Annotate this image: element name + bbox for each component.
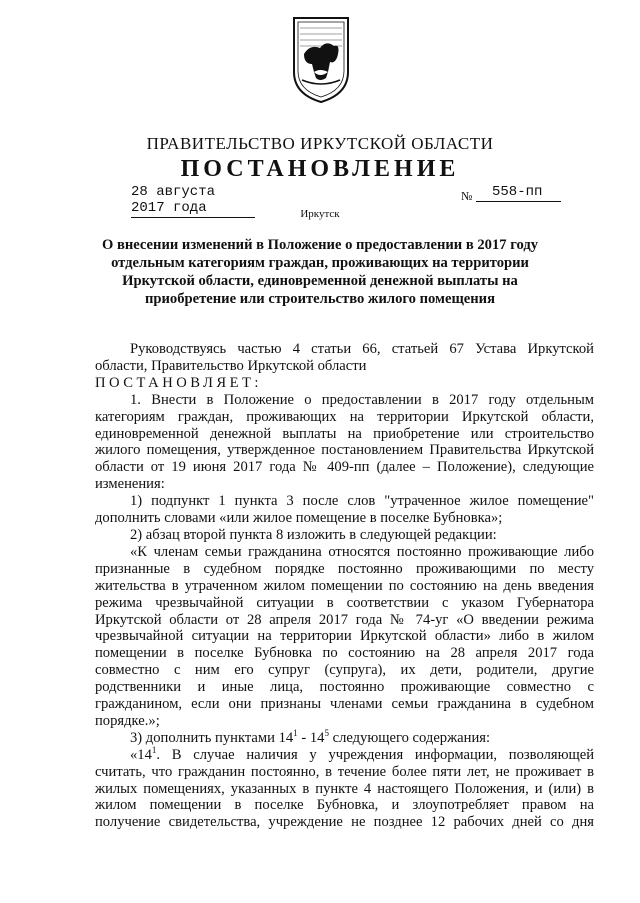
- body-line: жилого помещения, утвержденное постановлением Правительства Иркутской: [95, 442, 594, 459]
- body-text: - 14: [297, 729, 325, 746]
- body-line: жилом помещении в поселке Бубновка, и злоупотребляет правом на: [95, 797, 594, 814]
- government-name: ПРАВИТЕЛЬСТВО ИРКУТСКОЙ ОБЛАСТИ: [146, 134, 494, 153]
- superscript: 1: [151, 744, 157, 755]
- body-line: жительства в утраченном жилом помещении по состоянию на день введения: [95, 577, 594, 594]
- body-line: дополнить словами «или жилое помещение в поселке Бубновка»;: [95, 510, 503, 527]
- superscript: 5: [324, 727, 329, 738]
- body-line: «К членам семьи гражданина относятся постоянно проживающие либо: [130, 543, 594, 560]
- title-line: О внесении изменений в Положение о предоставлении в 2017 году: [101, 237, 539, 253]
- body-text: «14: [130, 746, 152, 763]
- body-line: гражданином, если они признаны членами семьи гражданина в судебном: [95, 696, 594, 713]
- document-title: [95, 236, 545, 308]
- body-line: признанные в судебном порядке постоянно проживающими по месту: [95, 560, 594, 577]
- body-text: 3) дополнить пунктами 14: [130, 729, 294, 746]
- body-line: помещении в поселке Бубновка по состоянию на 28 апреля 2017 года: [95, 645, 594, 662]
- body-line: жилых помещениях, указанных в пункте 4 настоящего Положения, и (или) в: [95, 780, 594, 797]
- body-line: получение свидетельства, учреждение не позднее 12 рабочих дней со дня: [95, 814, 594, 831]
- document-number: 558-пп: [476, 184, 561, 202]
- body-line: 1) подпункт 1 пункта 3 после слов "утраченное жилое помещение": [130, 493, 594, 510]
- title-line: Иркутской области, единовременной денежной выплаты на: [122, 273, 518, 289]
- body-line: [95, 744, 594, 764]
- body-line: чрезвычайной ситуации на территории Иркутской области» либо в жилом: [95, 628, 594, 645]
- number-sign: №: [461, 189, 473, 203]
- title-line: отдельным категориям граждан, проживающих на территории: [111, 255, 529, 271]
- body-line: 1. Внести в Положение о предоставлении в 2017 году отдельным: [130, 391, 594, 408]
- body-line: [95, 727, 594, 747]
- body-line: единовременной денежной выплаты на приобретение или строительство: [95, 425, 594, 442]
- superscript: 1: [293, 727, 298, 738]
- body-line: 2) абзац второй пункта 8 изложить в следующей редакции:: [130, 526, 497, 543]
- body-line: режима чрезвычайной ситуации в соответствии с указом Губернатора: [95, 594, 594, 611]
- body-text: . В случае наличия у учреждения информации, позволяющей: [156, 746, 594, 763]
- body-line: области, Правительство Иркутской области: [95, 357, 367, 374]
- city: Иркутск: [300, 208, 340, 220]
- body-line: области от 19 июня 2017 года № 409-пп (далее – Положение), следующие: [95, 459, 594, 476]
- coat-of-arms-emblem: [290, 14, 352, 104]
- body-line: считать, что гражданин постоянно, в течение более пяти лет, не проживает в: [95, 763, 594, 780]
- body-line: родственники и иные лица, постоянно проживающие совместно с: [95, 679, 594, 696]
- body-text: следующего содержания:: [328, 729, 491, 746]
- title-line: приобретение или строительство жилого помещения: [145, 291, 495, 307]
- document-body: [95, 341, 594, 831]
- body-line: совместно с ним его супруг (супруга), их дети, родители, другие: [95, 662, 594, 679]
- body-line: Руководствуясь частью 4 статьи 66, статьей 67 Устава Иркутской: [130, 341, 594, 357]
- body-line: порядке.»;: [95, 712, 160, 729]
- body-line: Иркутской области от 28 апреля 2017 года № 74-уг «О введении режима: [95, 611, 594, 628]
- body-line: изменения:: [95, 476, 165, 493]
- document-date: 28 августа 2017 года: [131, 184, 255, 218]
- resolution-word: ПОСТАНОВЛЯЕТ:: [95, 374, 262, 391]
- document-type: ПОСТАНОВЛЕНИЕ: [180, 156, 460, 182]
- body-line: категориям граждан, проживающих на территории Иркутской области,: [95, 408, 594, 425]
